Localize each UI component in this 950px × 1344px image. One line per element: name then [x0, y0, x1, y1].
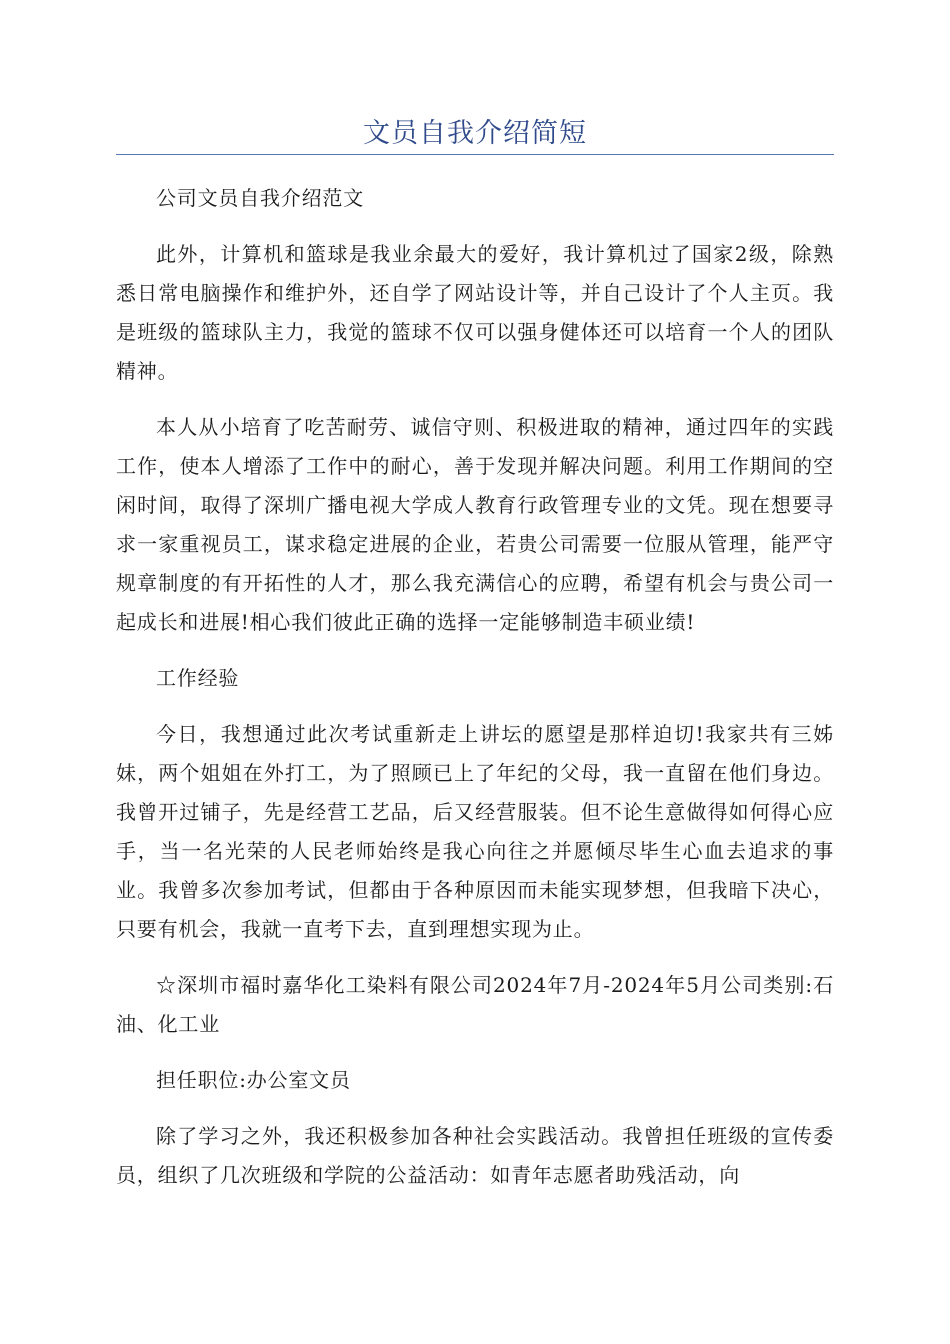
- paragraph-position: 担任职位:办公室文员: [156, 1068, 351, 1092]
- section-heading-work-experience: 工作经验: [156, 666, 240, 690]
- paragraph-employer: ☆深圳市福时嘉华化工染料有限公司2024年7月-2024年5月公司类别:石油、化工业: [116, 973, 834, 1036]
- document-body: [116, 179, 834, 1195]
- paragraph-personal-qualities: 本人从小培育了吃苦耐劳、诚信守则、积极进取的精神，通过四年的实践工作，使本人增添了工作中的耐心，善于发现并解决问题。利用工作期间的空闲时间，取得了深圳广播电视大学成人教育行政管理专业的文凭。现在想要寻求一家重视员工，谋求稳定进展的企业，若贵公司需要一位服从管理，能严守规章制度的有开拓性的人才，那么我充满信心的应聘，希望有机会与贵公司一起成长和进展!相心我们彼此正确的选择一定能够制造丰硕业绩!: [116, 415, 834, 634]
- document-title: 文员自我介绍简短: [363, 118, 587, 149]
- document-page: [116, 0, 834, 1212]
- paragraph-subtitle: 公司文员自我介绍范文: [156, 186, 364, 210]
- paragraph-hobbies: 此外，计算机和篮球是我业余最大的爱好，我计算机过了国家2级，除熟悉日常电脑操作和维护外，还自学了网站设计等，并自己设计了个人主页。我是班级的篮球队主力，我觉的篮球不仅可以强身健体还可以培育一个人的团队精神。: [116, 242, 834, 383]
- paragraph-aspiration: 今日，我想通过此次考试重新走上讲坛的愿望是那样迫切!我家共有三姊妹，两个姐姐在外打工，为了照顾已上了年纪的父母，我一直留在他们身边。我曾开过铺子，先是经营工艺品，后又经营服装。但不论生意做得如何得心应手，当一名光荣的人民老师始终是我心向往之并愿倾尽毕生心血去追求的事业。我曾多次参加考试，但都由于各种原因而未能实现梦想，但我暗下决心，只要有机会，我就一直考下去，直到理想实现为止。: [116, 722, 834, 941]
- title-underline: [116, 154, 834, 155]
- paragraph-social-activities: 除了学习之外，我还积极参加各种社会实践活动。我曾担任班级的宣传委员，组织了几次班级和学院的公益活动：如青年志愿者助残活动，向: [116, 1124, 834, 1187]
